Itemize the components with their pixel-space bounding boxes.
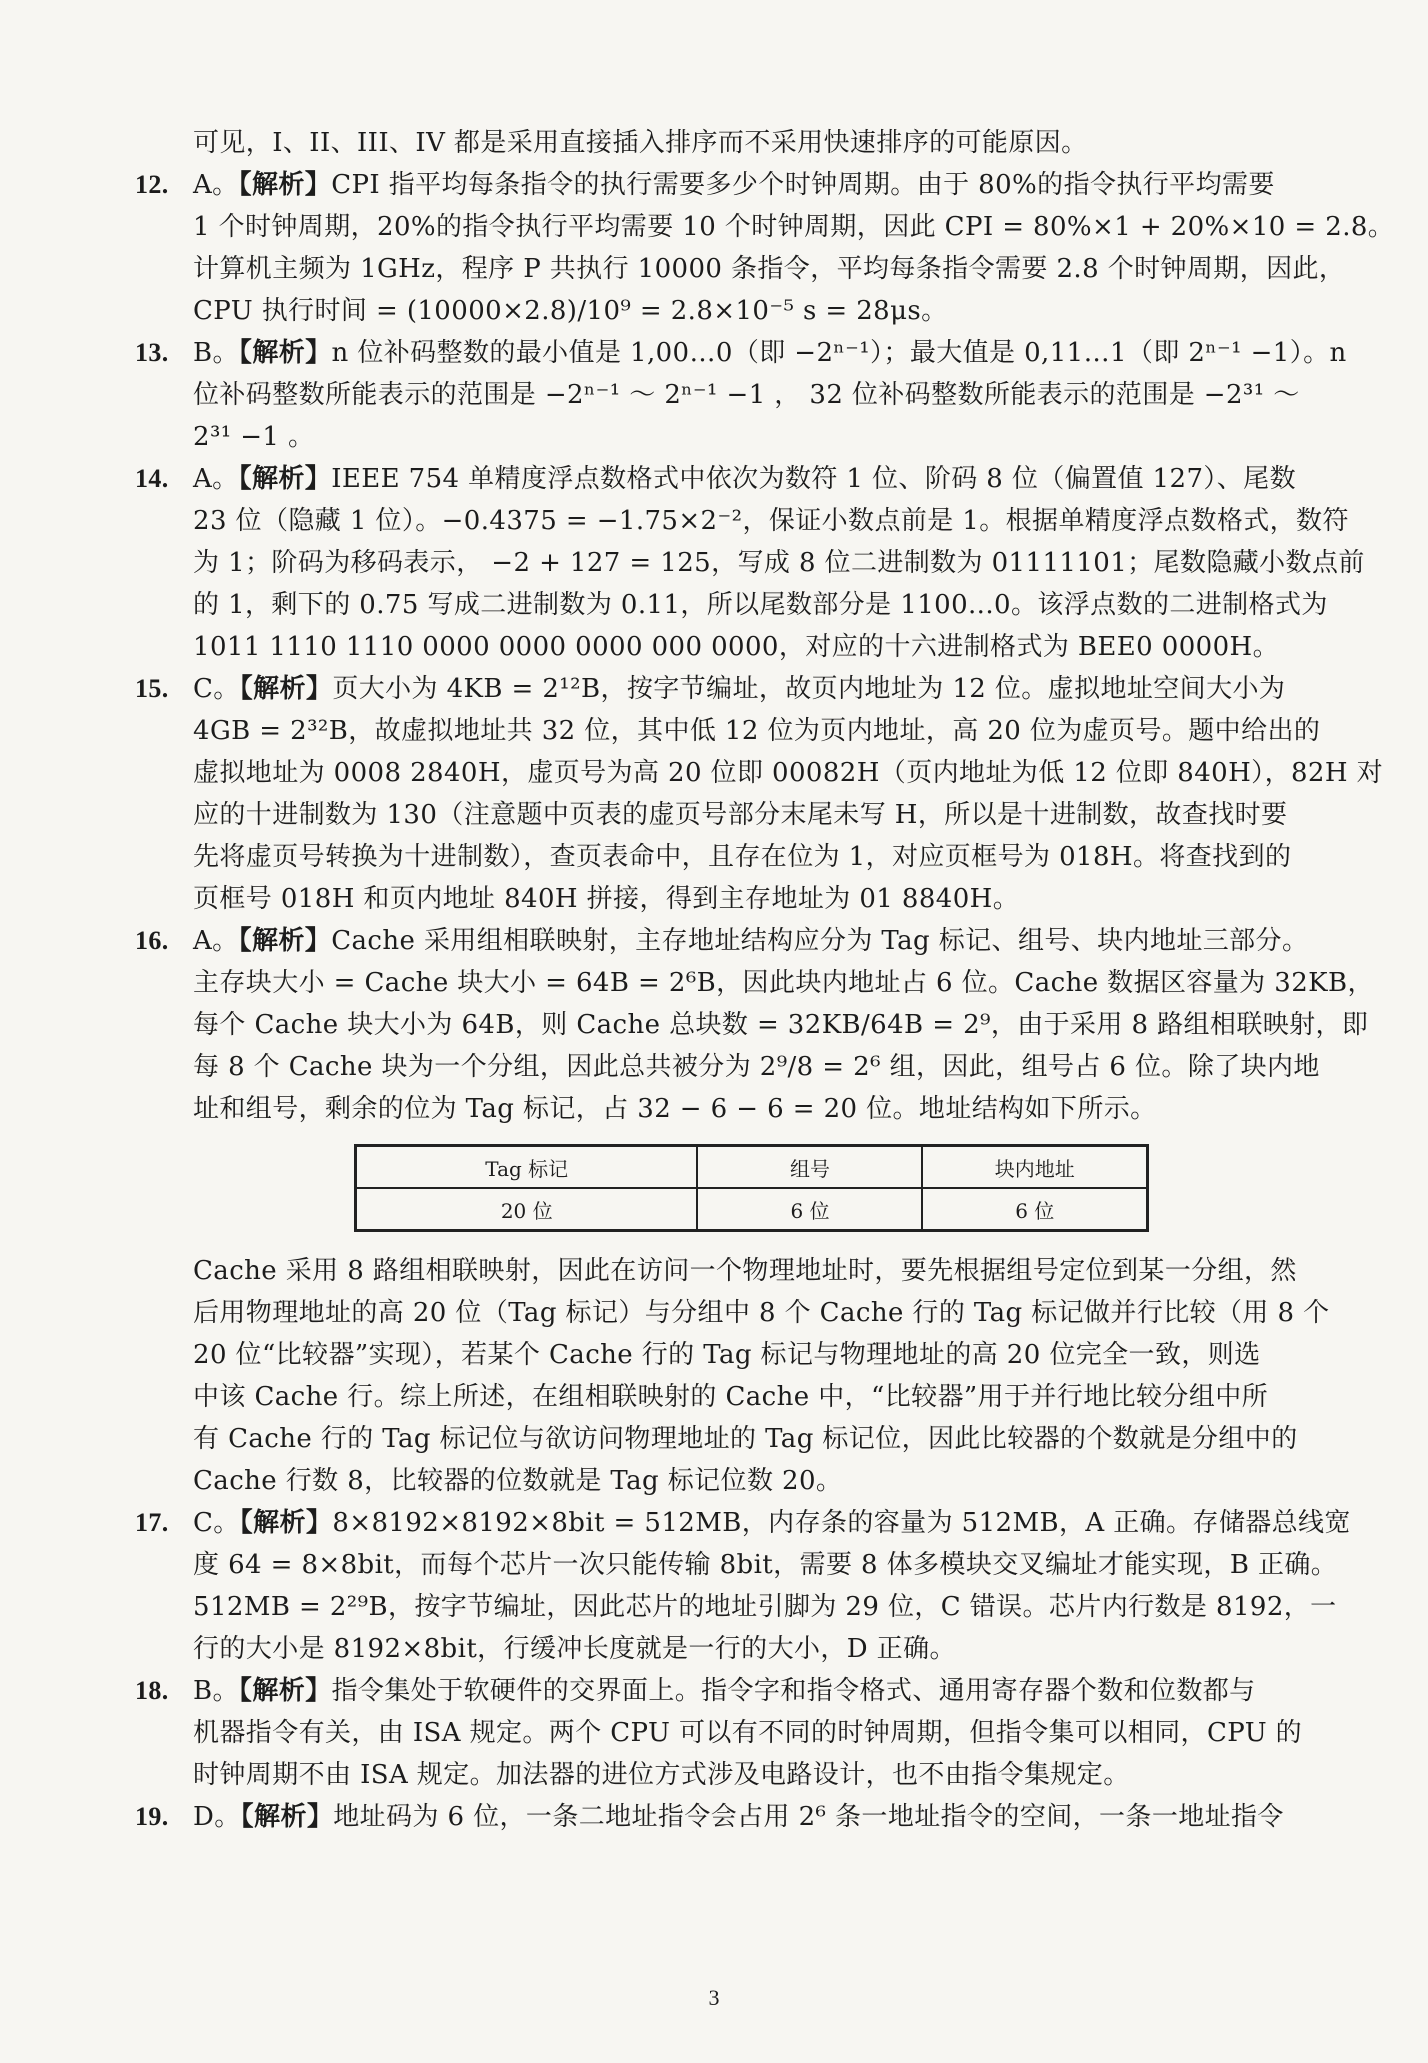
text-line: 位补码整数所能表示的范围是 −2ⁿ⁻¹ ～ 2ⁿ⁻¹ −1 ， 32 位补码整数所能表示的范围是 −2³¹ ～ xyxy=(193,380,1300,410)
question-17-line xyxy=(135,1502,1351,1544)
text-line: 2³¹ −1 。 xyxy=(193,422,315,452)
question-number: 12. xyxy=(135,170,169,199)
text-line: 1 个时钟周期，20%的指令执行平均需要 10 个时钟周期，因此 CPI = 80%×1 + 20%×10 = 2.8。 xyxy=(193,212,1395,242)
text-line: 20 位“比较器”实现），若某个 Cache 行的 Tag 标记与物理地址的高 20 位完全一致，则选 xyxy=(193,1340,1261,1370)
question-number: 19. xyxy=(135,1802,169,1831)
table-header-cell: 块内地址 xyxy=(922,1146,1147,1189)
answer-letter: B。 xyxy=(193,1676,239,1706)
analysis-tag: 【解析】 xyxy=(239,674,333,704)
table-cell: 20 位 xyxy=(356,1188,698,1231)
text-line: 512MB = 2²⁹B，按字节编址，因此芯片的地址引脚为 29 位，C 错误。芯片内行数是 8192，一 xyxy=(193,1592,1337,1622)
text-line: 页框号 018H 和页内地址 840H 拼接，得到主存地址为 01 8840H。 xyxy=(193,884,1020,914)
table-cell: 6 位 xyxy=(697,1188,922,1231)
question-number: 16. xyxy=(135,926,169,955)
analysis-tag: 【解析】 xyxy=(238,1676,332,1706)
text-line: CPU 执行时间 = (10000×2.8)/10⁹ = 2.8×10⁻⁵ s = 28μs。 xyxy=(193,296,948,326)
text-line: 度 64 = 8×8bit，而每个芯片一次只能传输 8bit，需要 8 体多模块交叉编址才能实现，B 正确。 xyxy=(193,1550,1338,1580)
text-line: 应的十进制数为 130（注意题中页表的虚页号部分末尾未写 H，所以是十进制数，故查找时要 xyxy=(193,800,1288,830)
question-number: 18. xyxy=(135,1676,169,1705)
analysis-tag: 【解析】 xyxy=(239,1508,333,1538)
question-number: 17. xyxy=(135,1508,169,1537)
question-14-line xyxy=(135,458,1310,500)
text-line: 为 1；阶码为移码表示， −2 + 127 = 125，写成 8 位二进制数为 01111101；尾数隐藏小数点前 xyxy=(193,548,1365,578)
text-line: 每 8 个 Cache 块为一个分组，因此总共被分为 2⁹/8 = 2⁶ 组，因此，组号占 6 位。除了块内地 xyxy=(193,1052,1320,1082)
address-structure-table-wrap xyxy=(135,1144,1310,1232)
table-header-cell: Tag 标记 xyxy=(356,1146,698,1189)
question-number: 15. xyxy=(135,674,169,703)
text-line: 址和组号，剩余的位为 Tag 标记，占 32 − 6 − 6 = 20 位。地址结构如下所示。 xyxy=(193,1094,1157,1124)
question-16-line xyxy=(135,920,1310,962)
answer-letter: A。 xyxy=(193,926,239,956)
text-line: 虚拟地址为 0008 2840H，虚页号为高 20 位即 00082H（页内地址为低 12 位即 840H），82H 对 xyxy=(193,758,1384,788)
question-15-line xyxy=(135,668,1310,710)
question-19-line xyxy=(135,1796,1310,1838)
question-18-line xyxy=(135,1670,1310,1712)
text-line: 有 Cache 行的 Tag 标记位与欲访问物理地址的 Tag 标记位，因此比较器的个数就是分组中的 xyxy=(193,1424,1298,1454)
text-line: Cache 行数 8，比较器的位数就是 Tag 标记位数 20。 xyxy=(193,1466,843,1496)
text-line: 中该 Cache 行。综上所述，在组相联映射的 Cache 中，“比较器”用于并行地比较分组中所 xyxy=(193,1382,1269,1412)
text-span: 指令集处于软硬件的交界面上。指令字和指令格式、通用寄存器个数和位数都与 xyxy=(331,1676,1256,1706)
text-line: 计算机主频为 1GHz，程序 P 共执行 10000 条指令，平均每条指令需要 2.8 个时钟周期，因此， xyxy=(193,254,1346,284)
question-13-line xyxy=(135,332,1347,374)
text-line: 1011 1110 1110 0000 0000 0000 000 0000，对应的十六进制格式为 BEE0 0000H。 xyxy=(193,632,1280,662)
address-structure-table xyxy=(354,1144,1149,1232)
text-span: CPI 指平均每条指令的执行需要多少个时钟周期。由于 80%的指令执行平均需要 xyxy=(331,170,1275,200)
text-line: 的 1，剩下的 0.75 写成二进制数为 0.11，所以尾数部分是 1100...0。该浮点数的二进制格式为 xyxy=(193,590,1328,620)
question-number: 13. xyxy=(135,338,169,367)
answer-letter: C。 xyxy=(193,674,240,704)
analysis-tag: 【解析】 xyxy=(240,1802,334,1832)
page-number: 3 xyxy=(708,1985,720,2010)
text-line: 行的大小是 8192×8bit，行缓冲长度就是一行的大小，D 正确。 xyxy=(193,1634,956,1664)
analysis-tag: 【解析】 xyxy=(238,338,332,368)
table-header-cell: 组号 xyxy=(697,1146,922,1189)
analysis-tag: 【解析】 xyxy=(238,170,332,200)
analysis-tag: 【解析】 xyxy=(238,926,332,956)
text-line: 4GB = 2³²B，故虚拟地址共 32 位，其中低 12 位为页内地址，高 20 位为虚页号。题中给出的 xyxy=(193,716,1321,746)
text-span: 8×8192×8192×8bit = 512MB，内存条的容量为 512MB，A 正确。存储器总线宽 xyxy=(332,1508,1351,1538)
text-line: 每个 Cache 块大小为 64B，则 Cache 总块数 = 32KB/64B = 2⁹，由于采用 8 路组相联映射，即 xyxy=(193,1010,1369,1040)
table-header-row xyxy=(356,1146,1148,1189)
text-line: 后用物理地址的高 20 位（Tag 标记）与分组中 8 个 Cache 行的 Tag 标记做并行比较（用 8 个 xyxy=(193,1298,1330,1328)
text-line: 时钟周期不由 ISA 规定。加法器的进位方式涉及电路设计，也不由指令集规定。 xyxy=(193,1760,1130,1790)
text-span: 地址码为 6 位，一条二地址指令会占用 2⁶ 条一地址指令的空间，一条一地址指令 xyxy=(333,1802,1284,1832)
text-span: 页大小为 4KB = 2¹²B，按字节编址，故页内地址为 12 位。虚拟地址空间大小为 xyxy=(332,674,1286,704)
analysis-tag: 【解析】 xyxy=(238,464,332,494)
question-number: 14. xyxy=(135,464,169,493)
question-12-line xyxy=(135,164,1310,206)
text-span: n 位补码整数的最小值是 1,00…0（即 −2ⁿ⁻¹）；最大值是 0,11…1（即 2ⁿ⁻¹ −1）。n xyxy=(331,338,1347,368)
text-span: IEEE 754 单精度浮点数格式中依次为数符 1 位、阶码 8 位（偏置值 127）、尾数 xyxy=(331,464,1296,494)
text-line: 可见，I、II、III、IV 都是采用直接插入排序而不采用快速排序的可能原因。 xyxy=(193,128,1088,158)
table-row xyxy=(356,1188,1148,1231)
text-line: 23 位（隐藏 1 位）。−0.4375 = −1.75×2⁻²，保证小数点前是 1。根据单精度浮点数格式，数符 xyxy=(193,506,1349,536)
answer-letter: A。 xyxy=(193,170,239,200)
answer-letter: C。 xyxy=(193,1508,240,1538)
page-content xyxy=(135,122,1395,1838)
text-line: 机器指令有关，由 ISA 规定。两个 CPU 可以有不同的时钟周期，但指令集可以相同，CPU 的 xyxy=(193,1718,1303,1748)
answer-letter: A。 xyxy=(193,464,239,494)
answer-letter: B。 xyxy=(193,338,239,368)
text-line: 先将虚页号转换为十进制数），查页表命中，且存在位为 1，对应页框号为 018H。将查找到的 xyxy=(193,842,1292,872)
table-cell: 6 位 xyxy=(922,1188,1147,1231)
text-line: 主存块大小 = Cache 块大小 = 64B = 2⁶B，因此块内地址占 6 位。Cache 数据区容量为 32KB， xyxy=(193,968,1374,998)
text-span: Cache 采用组相联映射，主存地址结构应分为 Tag 标记、组号、块内地址三部分。 xyxy=(331,926,1309,956)
text-line: Cache 采用 8 路组相联映射，因此在访问一个物理地址时，要先根据组号定位到某一分组，然 xyxy=(193,1256,1297,1286)
answer-letter: D。 xyxy=(193,1802,241,1832)
